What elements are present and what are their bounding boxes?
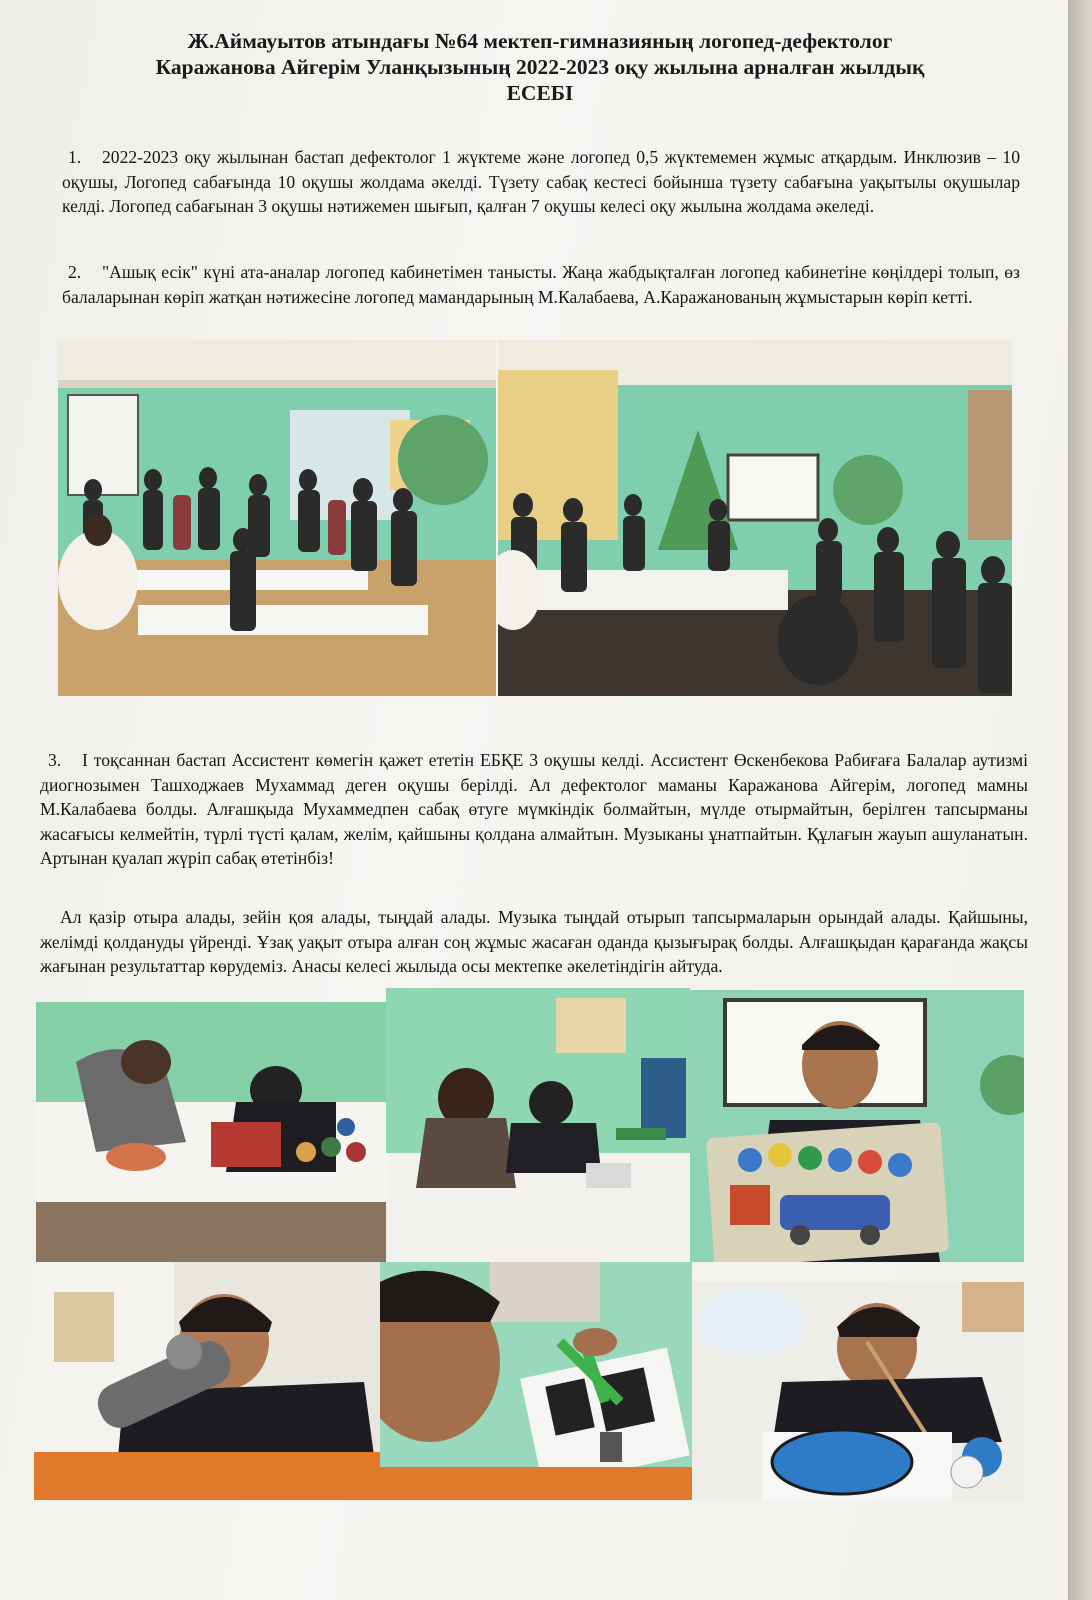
closing-paragraph: Ал қазір отыра алады, зейін қоя алады, тыңдай алады. Музыка тыңдай отырып тапсырмаларын орындай алады. Қайшыны, желімді қолдануды үйренді. Ұзақ уақыт отыра алған соң жұмыс жасаған оданда қызығырақ болды. Алғашқыдан қарағанда жақсы жағынан результаттар көрудеміз. Анасы келесі жылыда осы мектепке әкелетіндігін айтуда. [40, 907, 1028, 976]
photo-open-day-2 [498, 340, 1012, 696]
photo-boy-painting [692, 1282, 1024, 1500]
page-edge [1068, 0, 1092, 1600]
title-line-2: Каражанова Айгерім Уланқызының 2022-2023 оқу жылына арналған жылдық [155, 55, 925, 79]
item-text: 2022-2023 оқу жылынан бастап дефектолог 1 жүктеме және логопед 0,5 жүктемемен жұмыс атқардым. Инклюзив – 10 оқушы, Логопед сабағында 10 оқушы жолдама әкелді. Түзету сабақ кестесі бойынша түзету сабағына уақытылы оқушылар келді. Логопед сабағынан 3 оқушы нәтижемен шығып, қалған 7 оқушы келесі оқу жылына жолдама әкеледі. [62, 147, 1020, 216]
title-line-3: ЕСЕБІ [506, 81, 574, 105]
report-item-3 [40, 748, 1028, 871]
photo-boy-cutting [380, 1262, 692, 1500]
item-text: І тоқсаннан бастап Ассистент көмегін қажет ететін ЕБҚЕ 3 оқушы келді. Ассистент Өскенбекова Рабиғаға Балалар аутизмі диогнозымен Ташходжаев Мухаммад деген оқушы берілді. Ал дефектолог маманы Каражанова Айгерім, логопед мамны М.Калабаева болды. Алғашқыда Мухаммедпен сабақ өтуге мүмкіндік болмайтын, мүлде отырмайтын, берілген тапсырманы жасағысы келмейтін, түрлі түсті қалам, желім, қайшыны қолдана алмайтын. Музыканы ұнатпайтын. Құлағын жауып ашуланатын. Артынан қуалап жүріп сабақ өтетінбіз! [40, 750, 1028, 868]
photo-open-day-1 [58, 340, 496, 696]
document-title [60, 28, 1020, 106]
title-line-1: Ж.Аймауытов атындағы №64 мектеп-гимназияның логопед-дефектолог [187, 29, 893, 53]
photo-boy-microphone [34, 1262, 380, 1500]
item-number: 3. [48, 750, 62, 770]
item-text: "Ашық есік" күні ата-аналар логопед кабинетімен танысты. Жаңа жабдықталған логопед кабинетіне көңілдері толып, өз балаларынан көріп жатқан нәтижесіне логопед мамандарының М.Калабаева, А.Каражанованың жұмыстарын көріп кетті. [62, 262, 1020, 307]
photo-lesson-painting [36, 1002, 386, 1262]
report-item-2 [62, 260, 1020, 309]
item-number: 2. [68, 262, 82, 282]
report-item-1 [62, 145, 1020, 219]
photo-boy-artwork [690, 990, 1024, 1262]
photo-lesson-scissors [386, 988, 690, 1262]
item-number: 1. [68, 147, 82, 167]
